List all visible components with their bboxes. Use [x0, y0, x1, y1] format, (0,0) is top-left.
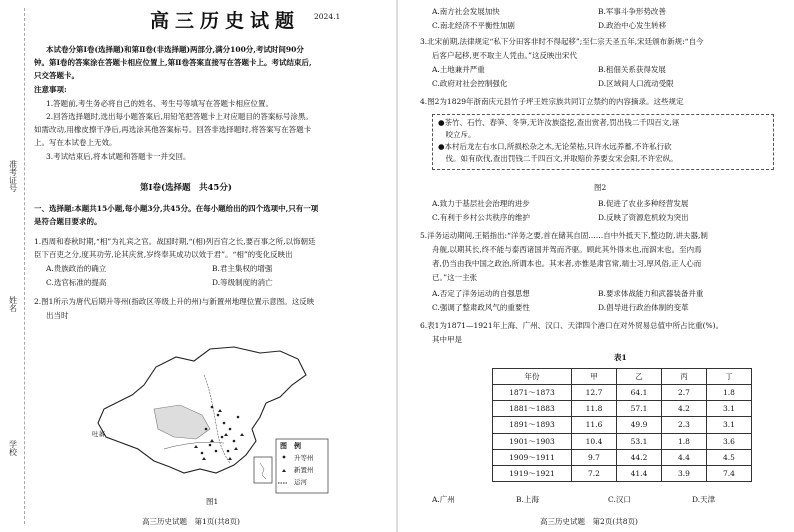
q6-option-a[interactable]: A.广州: [432, 495, 455, 504]
section-title: 第Ⅰ卷(选择题 共45分): [140, 183, 232, 193]
table-row: [493, 449, 752, 465]
quote-line: 咬立斥。: [438, 130, 476, 139]
q2-option-a[interactable]: A.南方社会发展加快: [432, 7, 500, 16]
note-line: 如需改动,用橡皮擦干净后,再选涂其他答案标号。回答非选择题时,将答案写在答题卡: [34, 125, 312, 134]
table-cell: 44.2: [617, 449, 662, 465]
q1-option-d[interactable]: D.等级制度的消亡: [212, 278, 273, 287]
table-cell: 1.8: [662, 433, 707, 449]
side-label-exam-number: 准考证号: [8, 160, 18, 192]
table-cell: 7.4: [707, 465, 752, 481]
q4-option-a[interactable]: A.致力于基层社会治理的进步: [432, 199, 530, 208]
side-label-school: 学校: [8, 440, 18, 456]
table-cell: 10.4: [572, 433, 617, 449]
legend-promoted-prefecture: 升等州: [294, 454, 314, 462]
question-5-stem: 已。”这一主张: [432, 273, 478, 282]
note-line: 上。写在本试卷上无效。: [34, 138, 117, 147]
legend-canal: 运河: [294, 478, 307, 486]
page-title: 高三历史试题: [150, 10, 301, 32]
q3-option-b[interactable]: B.租佃关系获得发展: [598, 65, 666, 74]
table-cell: 7.2: [572, 465, 617, 481]
page-footer: 高三历史试题 第1页(共8页): [142, 517, 240, 526]
table-cell: 1891～1893: [493, 417, 572, 433]
table-cell: 57.1: [617, 401, 662, 417]
note-line: 3.考试结束后,将本试题和答题卡一并交回。: [46, 152, 191, 161]
q2-option-b[interactable]: B.军事斗争形势改善: [598, 7, 666, 16]
table-cell: 53.1: [617, 433, 662, 449]
question-1-stem: 臣下百吏之分,度其功劳,论其庆赏,岁终奉其成功以效于君”。“相”的变化反映出: [34, 250, 293, 259]
q5-option-c[interactable]: C.强调了整肃政风气的重要性: [432, 303, 530, 312]
notes-heading: 注意事项:: [34, 85, 67, 94]
trade-share-table: [492, 368, 752, 482]
q5-option-b[interactable]: B.要求体战能力和武器装备并重: [598, 289, 704, 298]
instruction-line: 钟。第Ⅰ卷的答案涂在答题卡相应位置上,第Ⅱ卷答案直接写在答题卡上。考试结束后,: [34, 58, 312, 67]
question-4-stem: 4.图2为1829年浙南庆元县竹子坪王姓宗族共同订立禁约的内容摘录。这些规定: [420, 97, 684, 106]
q5-option-d[interactable]: D.倡导进行政治体制的变革: [598, 303, 689, 312]
q4-option-c[interactable]: C.有利于乡村公共秩序的维护: [432, 213, 530, 222]
side-label-name: 姓名: [8, 296, 18, 312]
table-cell: 1909～1911: [493, 449, 572, 465]
table-cell: 3.1: [707, 417, 752, 433]
q3-option-a[interactable]: A.土地兼并严重: [432, 65, 485, 74]
q2-option-d[interactable]: D.政治中心发生转移: [598, 21, 667, 30]
q3-option-c[interactable]: C.政府对社会控制强化: [432, 79, 508, 88]
table-cell: 4.4: [662, 449, 707, 465]
q4-option-b[interactable]: B.促进了农业多种经营发展: [598, 199, 689, 208]
question-5-stem: 者,仍当由我中国之政治,所谓本也。其末者,亦惟是肃官常,端士习,厚风俗,正人心而: [432, 259, 702, 268]
question-5-stem: 5.洋务运动期间,王韬指出:“洋务之要,首在储其自固……自中外抵天下,整边防,讲夫器,制: [420, 231, 708, 240]
instruction-line: 本试卷分第Ⅰ卷(选择题)和第Ⅱ卷(非选择题)两部分,满分100分,考试时间90分: [46, 45, 304, 54]
table-cell: 2.3: [662, 417, 707, 433]
quote-line: 伐。如有砍伐,查出罚钱二千四百文,并取赔价养要女宋会阳,不许宏纵。: [438, 154, 678, 163]
table-1-title: 表1: [614, 353, 627, 362]
table-row: [493, 465, 752, 481]
table-cell: 9.7: [572, 449, 617, 465]
question-6-stem: 其中甲是: [432, 335, 462, 344]
quote-line: ●本村后龙左右水口,所损松杂之木,无论荣枯,只许水远养蓄,不许私行砍: [438, 142, 672, 151]
question-3-stem: 后客户起移,更不取主人凭由。”这反映出宋代: [432, 51, 577, 60]
q6-option-b[interactable]: B.上海: [516, 495, 539, 504]
table-row: [493, 385, 752, 401]
table-cell: 41.4: [617, 465, 662, 481]
table-cell: 3.1: [707, 401, 752, 417]
table-cell: 1871～1873: [493, 385, 572, 401]
figure-2-caption: 图2: [594, 183, 607, 192]
q4-option-d[interactable]: D.反映了资源危机较为突出: [598, 213, 689, 222]
right-page: [398, 0, 794, 532]
question-2-stem: 2.图1所示为唐代后期升等州(指政区等级上升的州)与新置州地理位置示意图。这反映: [34, 297, 315, 306]
table-header-row: [493, 369, 752, 385]
binding-line: [24, 8, 25, 524]
table-cell: 3.9: [662, 465, 707, 481]
table-cell: 1901～1903: [493, 433, 572, 449]
table-cell: 11.8: [572, 401, 617, 417]
table-cell: 4.2: [662, 401, 707, 417]
table-cell: 49.9: [617, 417, 662, 433]
question-6-stem: 6.表1为1871—1921年上海、广州、汉口、天津四个港口在对外贸易总值中所占比重(%)。: [420, 321, 724, 330]
section-intro-line: 是符合题目要求的。: [34, 217, 102, 226]
table-header-cell: 甲: [572, 369, 617, 385]
q6-option-d[interactable]: D.天津: [692, 495, 716, 504]
table-cell: 2.7: [662, 385, 707, 401]
legend-new-prefecture: 新置州: [294, 466, 314, 474]
table-cell: 11.6: [572, 417, 617, 433]
table-header-cell: 乙: [617, 369, 662, 385]
quote-line: ●茶竹、石竹、春笋、冬笋,无许汝族盗挖,查出赏者,罚出钱二千四百文,诬: [438, 118, 680, 127]
figure-1-caption: 图1: [206, 497, 219, 506]
tang-prefecture-map: [84, 345, 332, 495]
instruction-line: 只交答题卡。: [34, 71, 79, 80]
table-header-cell: 丙: [662, 369, 707, 385]
table-cell: 3.6: [707, 433, 752, 449]
table-cell: 4.5: [707, 449, 752, 465]
q1-option-c[interactable]: C.选官标准的提高: [46, 278, 107, 287]
table-row: [493, 417, 752, 433]
table-cell: 1.8: [707, 385, 752, 401]
q1-option-a[interactable]: A.贵族政治的确立: [46, 264, 107, 273]
question-5-stem: 舟舰,以期其长,终不能与泰西诸国并驾而齐驱。顾此其外得末也,而泅末也。至内焉: [432, 245, 702, 254]
question-3-stem: 3.北宋前期,法律规定“私下分田客非时不得起移”;至仁宗天圣五年,宋廷颁布新规:“自今: [420, 37, 704, 46]
table-cell: 12.7: [572, 385, 617, 401]
left-page: [0, 0, 396, 532]
q6-option-c[interactable]: C.汉口: [608, 495, 631, 504]
map-legend-title: 图 例: [280, 441, 301, 450]
q1-option-b[interactable]: B.君主集权的增强: [212, 264, 273, 273]
q2-option-c[interactable]: C.南北经济不平衡性加剧: [432, 21, 515, 30]
table-row: [493, 401, 752, 417]
map-label-tubo: 吐蕃: [92, 430, 105, 438]
question-1-stem: 1.西周和春秋时期,“相”为礼宾之官。战国时期,“(相)列百官之长,要百事之所,以饰朝廷: [34, 237, 316, 246]
question-2-stem: 出当时: [46, 311, 69, 320]
q5-option-a[interactable]: A.否定了洋务运动的自强思想: [432, 289, 530, 298]
table-cell: 1919～1921: [493, 465, 572, 481]
note-line: 1.答题前,考生务必将自己的姓名、考生号等填写在答题卡相应位置。: [46, 99, 274, 108]
table-cell: 64.1: [617, 385, 662, 401]
table-header-cell: 丁: [707, 369, 752, 385]
table-cell: 1881～1883: [493, 401, 572, 417]
q3-option-d[interactable]: D.区域间人口流动受限: [598, 79, 674, 88]
exam-date: 2024.1: [314, 12, 341, 21]
page-footer: 高三历史试题 第2页(共8页): [540, 517, 638, 526]
note-line: 2.回答选择题时,选出每小题答案后,用铅笔把答题卡上对应题目的答案标号涂黑。: [46, 112, 313, 121]
table-header-cell: 年份: [493, 369, 572, 385]
table-row: [493, 433, 752, 449]
section-intro-line: 一、选择题:本题共15小题,每小题3分,共45分。在每小题给出的四个选项中,只有一项: [34, 204, 319, 213]
